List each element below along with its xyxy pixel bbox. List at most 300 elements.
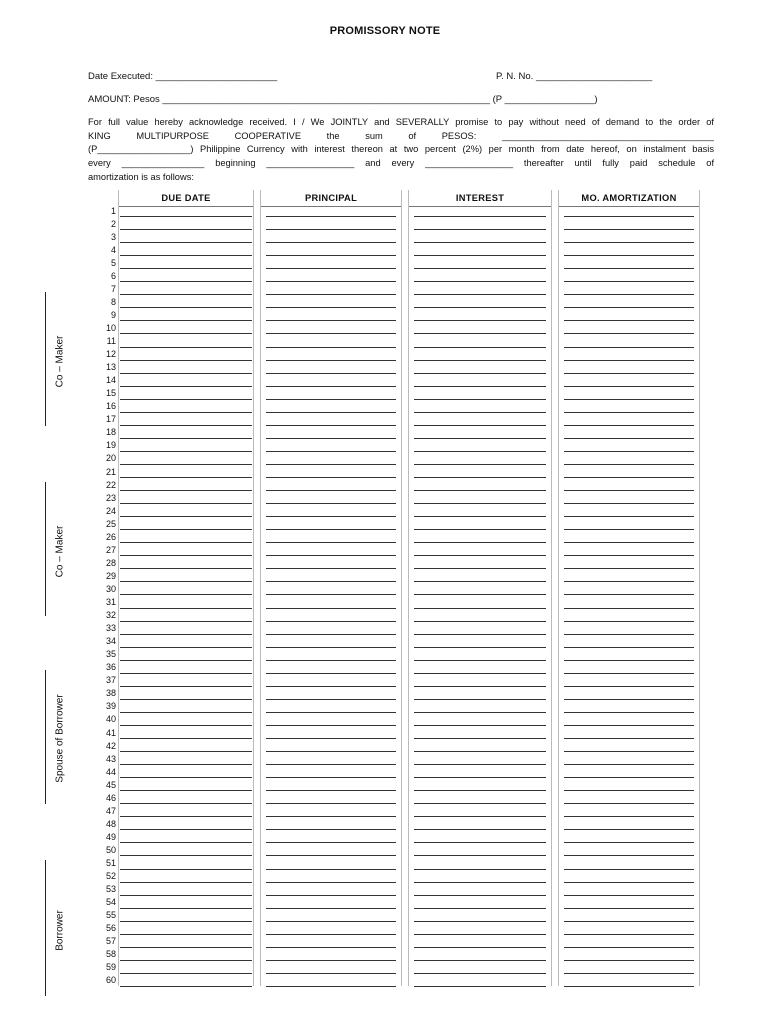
due-date-entry-line[interactable] [120, 908, 252, 909]
interest-entry-line[interactable] [414, 347, 546, 348]
due-date-entry-line[interactable] [120, 634, 252, 635]
due-date-entry-line[interactable] [120, 503, 252, 504]
principal-entry-line[interactable] [266, 790, 396, 791]
date-executed-field[interactable]: Date Executed: _______________________ [88, 71, 278, 82]
principal-entry-line[interactable] [266, 634, 396, 635]
principal-entry-line[interactable] [266, 869, 396, 870]
principal-entry-line[interactable] [266, 829, 396, 830]
principal-entry-line[interactable] [266, 686, 396, 687]
due-date-entry-line[interactable] [120, 764, 252, 765]
row-number: 50 [105, 844, 116, 855]
mo-amortization-entry-line[interactable] [564, 333, 694, 334]
column-mo-amortization [558, 190, 700, 986]
principal-entry-line[interactable] [266, 399, 396, 400]
mo-amortization-entry-line[interactable] [564, 712, 694, 713]
principal-entry-line[interactable] [266, 660, 396, 661]
row-number: 47 [105, 805, 116, 816]
paragraph-line [88, 130, 714, 144]
promise-paragraph [88, 116, 714, 185]
due-date-entry-line[interactable] [120, 555, 252, 556]
interest-entry-line[interactable] [414, 568, 546, 569]
co-maker-1-signature-line[interactable] [45, 292, 46, 426]
due-date-entry-line[interactable] [120, 242, 252, 243]
row-number: 2 [110, 218, 116, 229]
spouse-label: Spouse of Borrower [54, 694, 66, 783]
column-interest [408, 190, 552, 986]
mo-amortization-entry-line[interactable] [564, 816, 694, 817]
paragraph-line [88, 116, 714, 130]
interest-entry-line[interactable] [414, 621, 546, 622]
interest-entry-line[interactable] [414, 229, 546, 230]
principal-entry-line[interactable] [266, 242, 396, 243]
due-date-entry-line[interactable] [120, 568, 252, 569]
paragraph-line [88, 143, 714, 157]
row-number: 60 [105, 975, 116, 986]
mo-amortization-entry-line[interactable] [564, 855, 694, 856]
mo-amortization-entry-line[interactable] [564, 647, 694, 648]
mo-amortization-entry-line[interactable] [564, 307, 694, 308]
due-date-entry-line[interactable] [120, 307, 252, 308]
principal-entry-line[interactable] [266, 347, 396, 348]
interest-entry-line[interactable] [414, 947, 546, 948]
paragraph-text: every [88, 158, 111, 169]
mo-amortization-entry-line[interactable] [564, 895, 694, 896]
due-date-entry-line[interactable] [120, 320, 252, 321]
due-date-entry-line[interactable] [120, 699, 252, 700]
row-number: 9 [110, 309, 116, 320]
interest-entry-line[interactable] [414, 268, 546, 269]
principal-entry-line[interactable] [266, 608, 396, 609]
interest-entry-line[interactable] [414, 503, 546, 504]
due-date-entry-line[interactable] [120, 895, 252, 896]
due-date-entry-line[interactable] [120, 399, 252, 400]
row-number: 36 [105, 662, 116, 673]
principal-entry-line[interactable] [266, 307, 396, 308]
due-date-entry-line[interactable] [120, 216, 252, 217]
due-date-entry-line[interactable] [120, 947, 252, 948]
principal-entry-line[interactable] [266, 438, 396, 439]
amount-field[interactable]: AMOUNT: Pesos ______________________________________________________________ (P _________________) [88, 94, 598, 105]
principal-entry-line[interactable] [266, 333, 396, 334]
interest-entry-line[interactable] [414, 986, 546, 987]
mo-amortization-entry-line[interactable] [564, 451, 694, 452]
principal-entry-line[interactable] [266, 934, 396, 935]
mo-amortization-entry-line[interactable] [564, 529, 694, 530]
mo-amortization-entry-line[interactable] [564, 829, 694, 830]
interest-entry-line[interactable] [414, 712, 546, 713]
interest-entry-line[interactable] [414, 634, 546, 635]
interest-entry-line[interactable] [414, 934, 546, 935]
due-date-entry-line[interactable] [120, 542, 252, 543]
row-number: 18 [105, 427, 116, 438]
principal-entry-line[interactable] [266, 464, 396, 465]
interest-entry-line[interactable] [414, 751, 546, 752]
interest-entry-line[interactable] [414, 738, 546, 739]
principal-entry-line[interactable] [266, 960, 396, 961]
interest-entry-line[interactable] [414, 829, 546, 830]
mo-amortization-entry-line[interactable] [564, 294, 694, 295]
interest-entry-line[interactable] [414, 973, 546, 974]
mo-amortization-entry-line[interactable] [564, 229, 694, 230]
due-date-entry-line[interactable] [120, 986, 252, 987]
row-number: 59 [105, 962, 116, 973]
interest-entry-line[interactable] [414, 594, 546, 595]
principal-entry-line[interactable] [266, 581, 396, 582]
principal-entry-line[interactable] [266, 294, 396, 295]
due-date-entry-line[interactable] [120, 829, 252, 830]
mo-amortization-entry-line[interactable] [564, 686, 694, 687]
interest-entry-line[interactable] [414, 921, 546, 922]
principal-entry-line[interactable] [266, 908, 396, 909]
interest-entry-line[interactable] [414, 373, 546, 374]
mo-amortization-entry-line[interactable] [564, 751, 694, 752]
row-number: 20 [105, 453, 116, 464]
row-number: 56 [105, 923, 116, 934]
paragraph-text: thereafter until fully paid schedule of [523, 158, 715, 169]
mo-amortization-entry-line[interactable] [564, 947, 694, 948]
principal-entry-line[interactable] [266, 542, 396, 543]
mo-amortization-entry-line[interactable] [564, 399, 694, 400]
principal-entry-line[interactable] [266, 386, 396, 387]
due-date-entry-line[interactable] [120, 516, 252, 517]
principal-entry-line[interactable] [266, 777, 396, 778]
due-date-entry-line[interactable] [120, 712, 252, 713]
due-date-entry-line[interactable] [120, 777, 252, 778]
due-date-entry-line[interactable] [120, 660, 252, 661]
mo-amortization-entry-line[interactable] [564, 673, 694, 674]
principal-entry-line[interactable] [266, 594, 396, 595]
paragraph-text: MULTIPURPOSE [136, 130, 209, 141]
row-number: 53 [105, 884, 116, 895]
due-date-entry-line[interactable] [120, 477, 252, 478]
due-date-entry-line[interactable] [120, 790, 252, 791]
row-number: 5 [110, 257, 116, 268]
paragraph-text: and [365, 158, 381, 169]
interest-entry-line[interactable] [414, 660, 546, 661]
interest-entry-line[interactable] [414, 699, 546, 700]
mo-amortization-entry-line[interactable] [564, 699, 694, 700]
due-date-entry-line[interactable] [120, 608, 252, 609]
interest-entry-line[interactable] [414, 960, 546, 961]
due-date-entry-line[interactable] [120, 294, 252, 295]
principal-entry-line[interactable] [266, 921, 396, 922]
due-date-entry-line[interactable] [120, 621, 252, 622]
row-number: 12 [105, 349, 116, 360]
principal-entry-line[interactable] [266, 803, 396, 804]
interest-entry-line[interactable] [414, 451, 546, 452]
mo-amortization-entry-line[interactable] [564, 464, 694, 465]
mo-amortization-entry-line[interactable] [564, 281, 694, 282]
interest-entry-line[interactable] [414, 725, 546, 726]
mo-amortization-entry-line[interactable] [564, 908, 694, 909]
interest-entry-line[interactable] [414, 816, 546, 817]
due-date-entry-line[interactable] [120, 347, 252, 348]
principal-entry-line[interactable] [266, 516, 396, 517]
row-number: 14 [105, 375, 116, 386]
due-date-entry-line[interactable] [120, 738, 252, 739]
principal-entry-line[interactable] [266, 842, 396, 843]
principal-entry-line[interactable] [266, 320, 396, 321]
mo-amortization-entry-line[interactable] [564, 921, 694, 922]
interest-entry-line[interactable] [414, 477, 546, 478]
mo-amortization-entry-line[interactable] [564, 608, 694, 609]
mo-amortization-entry-line[interactable] [564, 986, 694, 987]
principal-entry-line[interactable] [266, 751, 396, 752]
paragraph-line [88, 157, 714, 171]
mo-amortization-entry-line[interactable] [564, 725, 694, 726]
row-number: 27 [105, 544, 116, 555]
principal-entry-line[interactable] [266, 816, 396, 817]
mo-amortization-entry-line[interactable] [564, 568, 694, 569]
due-date-entry-line[interactable] [120, 921, 252, 922]
interest-entry-line[interactable] [414, 516, 546, 517]
row-number: 38 [105, 688, 116, 699]
interest-entry-line[interactable] [414, 686, 546, 687]
principal-entry-line[interactable] [266, 738, 396, 739]
principal-entry-line[interactable] [266, 725, 396, 726]
row-number: 51 [105, 858, 116, 868]
mo-amortization-entry-line[interactable] [564, 360, 694, 361]
due-date-entry-line[interactable] [120, 333, 252, 334]
interest-entry-line[interactable] [414, 647, 546, 648]
due-date-entry-line[interactable] [120, 490, 252, 491]
mo-amortization-entry-line[interactable] [564, 842, 694, 843]
mo-amortization-entry-line[interactable] [564, 738, 694, 739]
due-date-entry-line[interactable] [120, 973, 252, 974]
mo-amortization-entry-line[interactable] [564, 621, 694, 622]
principal-entry-line[interactable] [266, 855, 396, 856]
principal-entry-line[interactable] [266, 699, 396, 700]
mo-amortization-entry-line[interactable] [564, 803, 694, 804]
interest-entry-line[interactable] [414, 542, 546, 543]
interest-entry-line[interactable] [414, 307, 546, 308]
principal-entry-line[interactable] [266, 412, 396, 413]
interest-entry-line[interactable] [414, 360, 546, 361]
due-date-entry-line[interactable] [120, 268, 252, 269]
row-number: 39 [105, 701, 116, 712]
row-number: 24 [105, 505, 116, 516]
mo-amortization-entry-line[interactable] [564, 660, 694, 661]
due-date-entry-line[interactable] [120, 882, 252, 883]
interest-entry-line[interactable] [414, 294, 546, 295]
interest-entry-line[interactable] [414, 281, 546, 282]
mo-amortization-entry-line[interactable] [564, 973, 694, 974]
row-number: 4 [110, 244, 116, 255]
interest-entry-line[interactable] [414, 842, 546, 843]
row-number: 13 [105, 362, 116, 373]
due-date-entry-line[interactable] [120, 451, 252, 452]
mo-amortization-entry-line[interactable] [564, 542, 694, 543]
interest-entry-line[interactable] [414, 581, 546, 582]
interest-entry-line[interactable] [414, 490, 546, 491]
interest-entry-line[interactable] [414, 464, 546, 465]
mo-amortization-entry-line[interactable] [564, 790, 694, 791]
due-date-entry-line[interactable] [120, 686, 252, 687]
due-date-entry-line[interactable] [120, 869, 252, 870]
mo-amortization-entry-line[interactable] [564, 634, 694, 635]
co-maker-2-signature-line[interactable] [45, 482, 46, 616]
interest-entry-line[interactable] [414, 895, 546, 896]
mo-amortization-entry-line[interactable] [564, 555, 694, 556]
due-date-entry-line[interactable] [120, 581, 252, 582]
interest-entry-line[interactable] [414, 425, 546, 426]
column-header-interest: INTEREST [409, 190, 551, 207]
due-date-entry-line[interactable] [120, 855, 252, 856]
mo-amortization-entry-line[interactable] [564, 412, 694, 413]
paragraph-text: amortization is as follows: [88, 171, 194, 182]
principal-entry-line[interactable] [266, 621, 396, 622]
principal-entry-line[interactable] [266, 503, 396, 504]
mo-amortization-entry-line[interactable] [564, 477, 694, 478]
due-date-entry-line[interactable] [120, 373, 252, 374]
paragraph-text: _________________ [266, 158, 355, 169]
interest-entry-line[interactable] [414, 255, 546, 256]
paragraph-text: every [391, 158, 415, 169]
row-number: 41 [105, 727, 116, 738]
principal-entry-line[interactable] [266, 451, 396, 452]
mo-amortization-entry-line[interactable] [564, 242, 694, 243]
row-number: 29 [105, 570, 116, 581]
due-date-entry-line[interactable] [120, 673, 252, 674]
borrower-signature-line[interactable] [45, 860, 46, 996]
column-due-date [118, 190, 254, 986]
interest-entry-line[interactable] [414, 529, 546, 530]
principal-entry-line[interactable] [266, 973, 396, 974]
due-date-entry-line[interactable] [120, 412, 252, 413]
interest-entry-line[interactable] [414, 412, 546, 413]
principal-entry-line[interactable] [266, 947, 396, 948]
due-date-entry-line[interactable] [120, 229, 252, 230]
interest-entry-line[interactable] [414, 438, 546, 439]
row-number: 19 [105, 440, 116, 451]
principal-entry-line[interactable] [266, 882, 396, 883]
mo-amortization-entry-line[interactable] [564, 255, 694, 256]
interest-entry-line[interactable] [414, 764, 546, 765]
mo-amortization-entry-line[interactable] [564, 777, 694, 778]
mo-amortization-entry-line[interactable] [564, 516, 694, 517]
row-number: 30 [105, 583, 116, 594]
principal-entry-line[interactable] [266, 986, 396, 987]
mo-amortization-entry-line[interactable] [564, 320, 694, 321]
mo-amortization-entry-line[interactable] [564, 373, 694, 374]
due-date-entry-line[interactable] [120, 803, 252, 804]
interest-entry-line[interactable] [414, 399, 546, 400]
mo-amortization-entry-line[interactable] [564, 869, 694, 870]
due-date-entry-line[interactable] [120, 934, 252, 935]
mo-amortization-entry-line[interactable] [564, 268, 694, 269]
mo-amortization-entry-line[interactable] [564, 347, 694, 348]
principal-entry-line[interactable] [266, 268, 396, 269]
interest-entry-line[interactable] [414, 320, 546, 321]
interest-entry-line[interactable] [414, 242, 546, 243]
principal-entry-line[interactable] [266, 895, 396, 896]
principal-entry-line[interactable] [266, 255, 396, 256]
due-date-entry-line[interactable] [120, 360, 252, 361]
paragraph-text: _________________________________________ [501, 130, 714, 141]
mo-amortization-entry-line[interactable] [564, 503, 694, 504]
mo-amortization-entry-line[interactable] [564, 438, 694, 439]
due-date-entry-line[interactable] [120, 960, 252, 961]
due-date-entry-line[interactable] [120, 386, 252, 387]
due-date-entry-line[interactable] [120, 438, 252, 439]
due-date-entry-line[interactable] [120, 816, 252, 817]
due-date-entry-line[interactable] [120, 725, 252, 726]
principal-entry-line[interactable] [266, 360, 396, 361]
row-number: 26 [105, 531, 116, 542]
column-principal [260, 190, 402, 986]
spouse-signature-line[interactable] [45, 670, 46, 804]
due-date-entry-line[interactable] [120, 529, 252, 530]
interest-entry-line[interactable] [414, 882, 546, 883]
interest-entry-line[interactable] [414, 333, 546, 334]
interest-entry-line[interactable] [414, 855, 546, 856]
mo-amortization-entry-line[interactable] [564, 425, 694, 426]
mo-amortization-entry-line[interactable] [564, 934, 694, 935]
mo-amortization-entry-line[interactable] [564, 882, 694, 883]
principal-entry-line[interactable] [266, 373, 396, 374]
mo-amortization-entry-line[interactable] [564, 581, 694, 582]
principal-entry-line[interactable] [266, 281, 396, 282]
due-date-entry-line[interactable] [120, 464, 252, 465]
row-number: 49 [105, 831, 116, 842]
interest-entry-line[interactable] [414, 777, 546, 778]
principal-entry-line[interactable] [266, 712, 396, 713]
principal-entry-line[interactable] [266, 490, 396, 491]
mo-amortization-entry-line[interactable] [564, 594, 694, 595]
principal-entry-line[interactable] [266, 477, 396, 478]
row-number: 35 [105, 649, 116, 660]
paragraph-text: Philippine Currency with interest thereon at two percent (2%) per month from date hereof, on instalment basis [200, 144, 714, 155]
principal-entry-line[interactable] [266, 216, 396, 217]
due-date-entry-line[interactable] [120, 842, 252, 843]
paragraph-text: KING [88, 130, 111, 141]
principal-entry-line[interactable] [266, 764, 396, 765]
due-date-entry-line[interactable] [120, 647, 252, 648]
due-date-entry-line[interactable] [120, 751, 252, 752]
interest-entry-line[interactable] [414, 673, 546, 674]
interest-entry-line[interactable] [414, 908, 546, 909]
interest-entry-line[interactable] [414, 790, 546, 791]
row-number: 48 [105, 818, 116, 829]
principal-entry-line[interactable] [266, 529, 396, 530]
due-date-entry-line[interactable] [120, 281, 252, 282]
row-number: 54 [105, 897, 116, 908]
principal-entry-line[interactable] [266, 555, 396, 556]
mo-amortization-entry-line[interactable] [564, 960, 694, 961]
interest-entry-line[interactable] [414, 386, 546, 387]
due-date-entry-line[interactable] [120, 425, 252, 426]
pn-number-field[interactable]: P. N. No. ______________________ [496, 71, 653, 82]
interest-entry-line[interactable] [414, 608, 546, 609]
interest-entry-line[interactable] [414, 869, 546, 870]
paragraph-text: COOPERATIVE [234, 130, 302, 141]
principal-entry-line[interactable] [266, 425, 396, 426]
principal-entry-line[interactable] [266, 673, 396, 674]
due-date-entry-line[interactable] [120, 255, 252, 256]
mo-amortization-entry-line[interactable] [564, 764, 694, 765]
mo-amortization-entry-line[interactable] [564, 216, 694, 217]
mo-amortization-entry-line[interactable] [564, 386, 694, 387]
principal-entry-line[interactable] [266, 568, 396, 569]
principal-entry-line[interactable] [266, 229, 396, 230]
paragraph-text: sum [365, 130, 383, 141]
principal-entry-line[interactable] [266, 647, 396, 648]
interest-entry-line[interactable] [414, 555, 546, 556]
interest-entry-line[interactable] [414, 803, 546, 804]
interest-entry-line[interactable] [414, 216, 546, 217]
mo-amortization-entry-line[interactable] [564, 490, 694, 491]
due-date-entry-line[interactable] [120, 594, 252, 595]
